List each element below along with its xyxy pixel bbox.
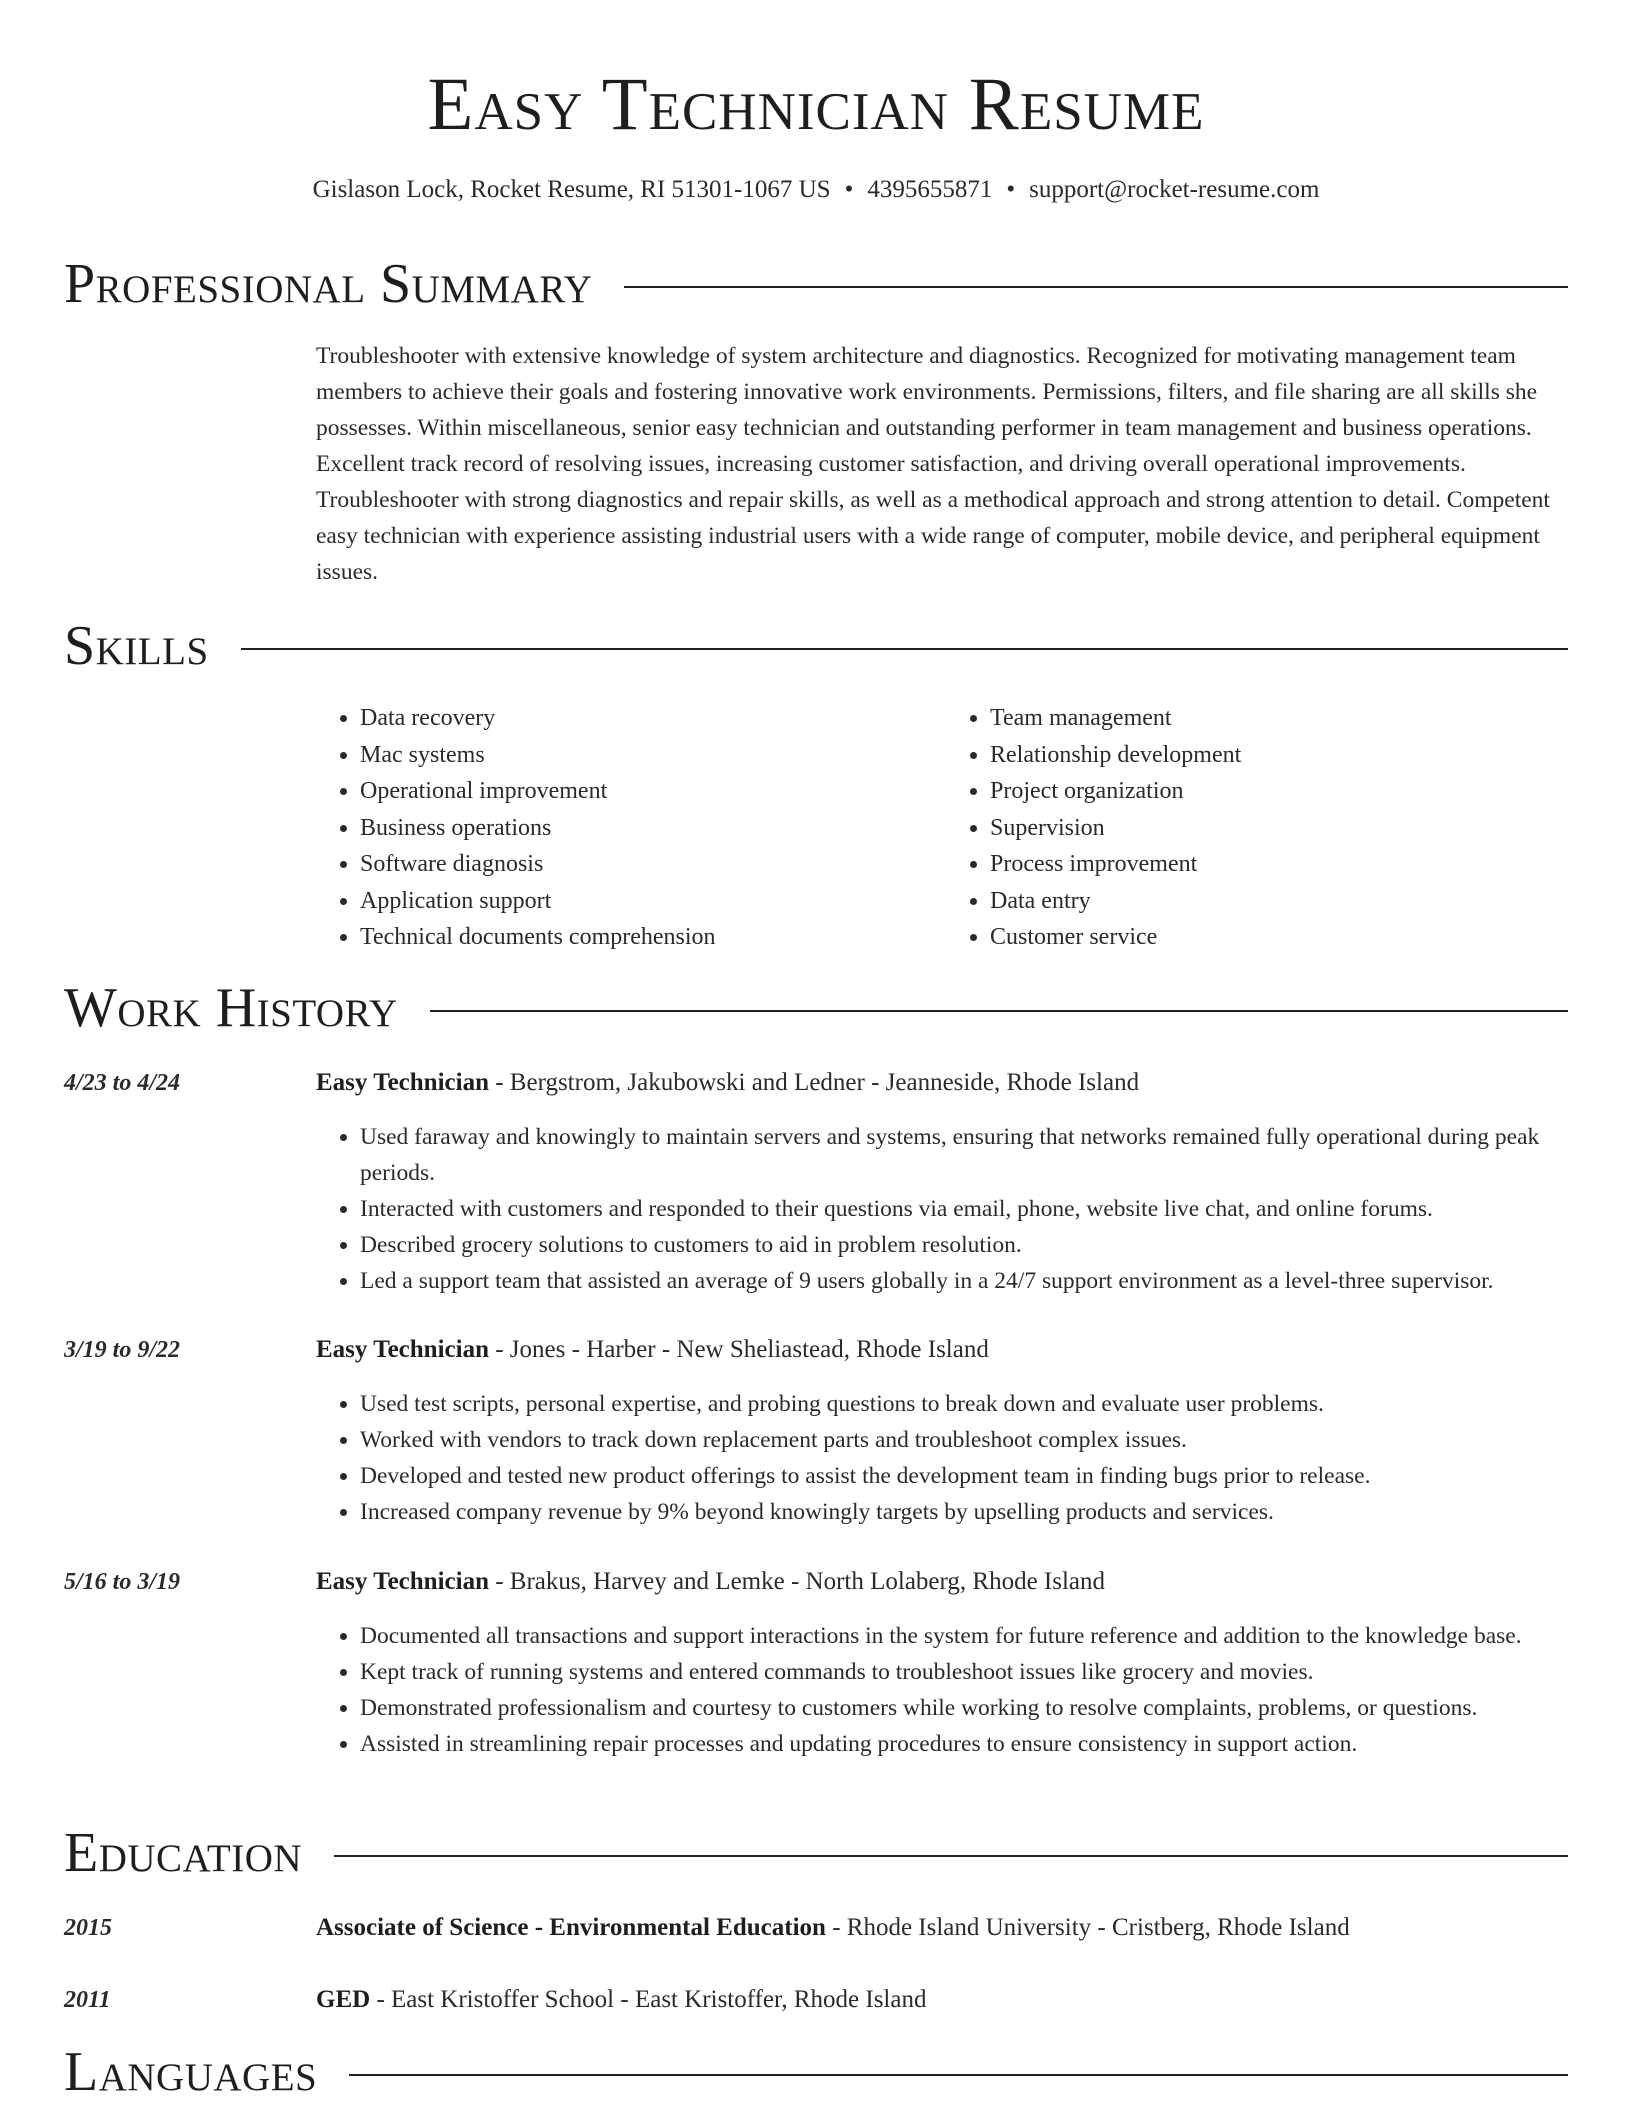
- skill-item: • Software diagnosis: [360, 846, 946, 883]
- skills-list: [316, 700, 1576, 956]
- skills-heading: Skills: [64, 615, 209, 677]
- job-bullet: • Used faraway and knowingly to maintain servers and systems, ensuring that networks remained fully operational during peak periods.: [360, 1119, 1568, 1191]
- skill-item: • Mac systems: [360, 737, 946, 774]
- job-bullet: • Documented all transactions and support interactions in the system for future reference and addition to the knowledge base.: [360, 1618, 1568, 1654]
- job-bullet: • Increased company revenue by 9% beyond knowingly targets by upselling products and services.: [360, 1494, 1568, 1530]
- work-section-header: [64, 976, 1568, 1040]
- skill-item: • Supervision: [990, 810, 1576, 847]
- skill-item: • Process improvement: [990, 846, 1576, 883]
- education-line: [316, 1910, 1568, 1946]
- summary-heading: Professional Summary: [64, 253, 593, 315]
- skill-item: • Relationship development: [990, 737, 1576, 774]
- education-details: - East Kristoffer School - East Kristoffer, Rhode Island: [370, 1986, 927, 2013]
- skill-item: • Operational improvement: [360, 773, 946, 810]
- summary-section-header: [64, 252, 1568, 316]
- skill-item: • Data recovery: [360, 700, 946, 737]
- skill-item: • Technical documents comprehension: [360, 919, 946, 956]
- job-bullet: • Interacted with customers and responded to their questions via email, phone, website live chat, and online forums.: [360, 1191, 1568, 1227]
- contact-separator: •: [1006, 176, 1016, 203]
- job-bullets: [316, 1119, 1568, 1299]
- job-title-line: [316, 1065, 1568, 1101]
- job-dates: 4/23 to 4/24: [64, 1070, 181, 1096]
- skill-item: • Team management: [990, 700, 1576, 737]
- job-title-line: [316, 1332, 1568, 1368]
- section-divider: [430, 1010, 1568, 1012]
- languages-section-header: [64, 2040, 1568, 2104]
- skill-item: • Project organization: [990, 773, 1576, 810]
- job-bullet: • Developed and tested new product offerings to assist the development team in finding bugs prior to release.: [360, 1458, 1568, 1494]
- contact-address: Gislason Lock, Rocket Resume, RI 51301-1067 US: [312, 176, 831, 203]
- contact-phone: 4395655871: [867, 176, 993, 203]
- contact-email: support@rocket-resume.com: [1029, 176, 1320, 203]
- education-degree: GED: [316, 1986, 371, 2013]
- education-degree: Associate of Science - Environmental Education: [316, 1914, 826, 1941]
- job-bullet: • Assisted in streamlining repair processes and updating procedures to ensure consistency in support action.: [360, 1726, 1568, 1762]
- education-year: 2011: [64, 1987, 111, 2013]
- skill-item: • Business operations: [360, 810, 946, 847]
- languages-heading: Languages: [64, 2041, 318, 2103]
- skill-item: • Customer service: [990, 919, 1576, 956]
- section-divider: [624, 286, 1568, 288]
- job-details: - Jones - Harber - New Sheliastead, Rhode Island: [488, 1336, 989, 1363]
- skill-item: • Application support: [360, 883, 946, 920]
- job-title: Easy Technician: [316, 1336, 489, 1363]
- skills-section-header: [64, 614, 1568, 678]
- job-bullets: [316, 1618, 1568, 1762]
- education-line: [316, 1982, 1568, 2018]
- skill-item: • Data entry: [990, 883, 1576, 920]
- job-title: Easy Technician: [316, 1069, 489, 1096]
- education-heading: Education: [64, 1822, 303, 1884]
- job-bullet: • Led a support team that assisted an average of 9 users globally in a 24/7 support environment as a level-three supervisor.: [360, 1263, 1568, 1299]
- section-divider: [349, 2074, 1568, 2076]
- work-heading: Work History: [64, 977, 398, 1039]
- contact-separator: •: [844, 176, 854, 203]
- job-bullet: • Demonstrated professionalism and courtesy to customers while working to resolve complaints, problems, or questions.: [360, 1690, 1568, 1726]
- section-divider: [334, 1855, 1568, 1857]
- job-bullets: [316, 1386, 1568, 1530]
- job-title: Easy Technician: [316, 1568, 489, 1595]
- job-title-line: [316, 1564, 1568, 1600]
- job-bullet: • Described grocery solutions to customers to aid in problem resolution.: [360, 1227, 1568, 1263]
- resume-name: Easy Technician Resume: [427, 63, 1205, 146]
- contact-line: [0, 172, 1632, 208]
- job-bullet: • Worked with vendors to track down replacement parts and troubleshoot complex issues.: [360, 1422, 1568, 1458]
- job-bullet: • Kept track of running systems and entered commands to troubleshoot issues like grocery and movies.: [360, 1654, 1568, 1690]
- job-details: - Brakus, Harvey and Lemke - North Lolaberg, Rhode Island: [488, 1568, 1106, 1595]
- job-dates: 3/19 to 9/22: [64, 1337, 181, 1363]
- education-section-header: [64, 1821, 1568, 1885]
- job-dates: 5/16 to 3/19: [64, 1569, 181, 1595]
- summary-text: Troubleshooter with extensive knowledge of system architecture and diagnostics. Recognized for motivating management team members to achieve their goals and fostering innovative work environments. Permissions, filters, and file sharing are all skills she possesses. Within miscellaneous, senior easy technician and outstanding performer in team management and business operations. Excellent track record of resolving issues, increasing customer satisfaction, and driving overall operational improvements. Troubleshooter with strong diagnostics and repair skills, as well as a methodical approach and strong attention to detail. Competent easy technician with experience assisting industrial users with a wide range of computer, mobile device, and peripheral equipment issues.: [316, 343, 1550, 585]
- skills-column-2: [946, 700, 1576, 956]
- education-year: 2015: [64, 1915, 112, 1941]
- skills-column-1: [316, 700, 946, 956]
- education-details: - Rhode Island University - Cristberg, Rhode Island: [825, 1914, 1350, 1941]
- section-divider: [241, 648, 1568, 650]
- job-details: - Bergstrom, Jakubowski and Ledner - Jeanneside, Rhode Island: [488, 1069, 1140, 1096]
- job-bullet: • Used test scripts, personal expertise, and probing questions to break down and evaluate user problems.: [360, 1386, 1568, 1422]
